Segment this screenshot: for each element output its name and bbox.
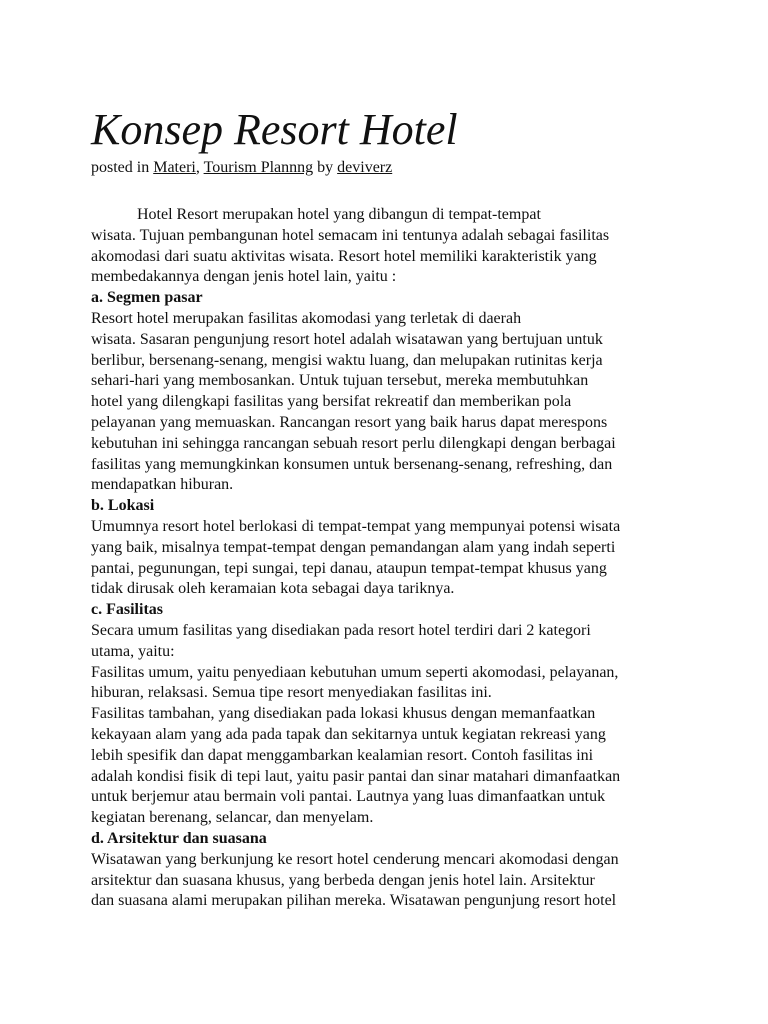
paragraph-line: Fasilitas tambahan, yang disediakan pada lokasi khusus dengan memanfaatkan <box>91 705 596 723</box>
paragraph-line: Fasilitas umum, yaitu penyediaan kebutuhan umum seperti akomodasi, pelayanan, <box>91 663 619 681</box>
category-link-materi[interactable]: Materi <box>153 159 196 176</box>
paragraph-line: berlibur, bersenang-senang, mengisi waktu luang, dan melupakan rutinitas kerja <box>91 351 603 369</box>
paragraph-line: Umumnya resort hotel berlokasi di tempat-tempat yang mempunyai potensi wisata <box>91 517 621 535</box>
paragraph-line: akomodasi dari suatu aktivitas wisata. Resort hotel memiliki karakteristik yang <box>91 247 597 265</box>
paragraph-line: untuk berjemur atau bermain voli pantai. Lautnya yang luas dimanfaatkan untuk <box>91 788 606 806</box>
paragraph-line: dan suasana alami merupakan pilihan mereka. Wisatawan pengunjung resort hotel <box>91 892 617 910</box>
meta-prefix: posted in <box>91 159 154 176</box>
section-heading-arsitektur: d. Arsitektur dan suasana <box>91 829 267 847</box>
article-body <box>91 205 691 912</box>
paragraph-line: yang baik, misalnya tempat-tempat dengan pemandangan alam yang indah seperti <box>91 538 616 556</box>
paragraph-line: pelayanan yang memuaskan. Rancangan resort yang baik harus dapat merespons <box>91 413 608 431</box>
paragraph-line: Resort hotel merupakan fasilitas akomodasi yang terletak di daerah <box>91 309 522 327</box>
section-heading-segmen-pasar: a. Segmen pasar <box>91 289 203 307</box>
meta-by: by <box>313 159 338 176</box>
paragraph-line: utama, yaitu: <box>91 642 175 660</box>
paragraph-line: tidak dirusak oleh keramaian kota sebagai daya tariknya. <box>91 580 455 598</box>
page-title: Konsep Resort Hotel <box>91 105 458 154</box>
paragraph-line: Wisatawan yang berkunjung ke resort hotel cenderung mencari akomodasi dengan <box>91 850 619 868</box>
paragraph-line: Secara umum fasilitas yang disediakan pada resort hotel terdiri dari 2 kategori <box>91 621 591 639</box>
paragraph-line: kebutuhan ini sehingga rancangan sebuah resort perlu dilengkapi dengan berbagai <box>91 434 616 452</box>
section-heading-lokasi: b. Lokasi <box>91 497 155 515</box>
author-link[interactable]: deviverz <box>337 159 393 176</box>
post-meta <box>91 158 392 178</box>
paragraph-line: membedakannya dengan jenis hotel lain, yaitu : <box>91 268 397 286</box>
paragraph-line: hotel yang dilengkapi fasilitas yang bersifat rekreatif dan memberikan pola <box>91 393 572 411</box>
paragraph-line: pantai, pegunungan, tepi sungai, tepi danau, ataupun tempat-tempat khusus yang <box>91 559 607 577</box>
section-heading-fasilitas: c. Fasilitas <box>91 601 163 619</box>
paragraph-line: adalah kondisi fisik di tepi laut, yaitu pasir pantai dan sinar matahari dimanfaatkan <box>91 767 621 785</box>
paragraph-line: lebih spesifik dan dapat menggambarkan kealamian resort. Contoh fasilitas ini <box>91 746 594 764</box>
paragraph-line: Hotel Resort merupakan hotel yang dibangun di tempat-tempat <box>137 206 541 223</box>
paragraph-line: mendapatkan hiburan. <box>91 476 234 494</box>
meta-separator: , <box>195 159 204 176</box>
paragraph-line: sehari-hari yang membosankan. Untuk tujuan tersebut, mereka membutuhkan <box>91 372 589 390</box>
paragraph-line: wisata. Sasaran pengunjung resort hotel adalah wisatawan yang bertujuan untuk <box>91 330 603 348</box>
paragraph-line: wisata. Tujuan pembangunan hotel semacam ini tentunya adalah sebagai fasilitas <box>91 226 610 244</box>
paragraph-line: kekayaan alam yang ada pada tapak dan sekitarnya untuk kegiatan rekreasi yang <box>91 725 606 743</box>
paragraph-line: fasilitas yang memungkinkan konsumen untuk bersenang-senang, refreshing, dan <box>91 455 613 473</box>
paragraph-line: kegiatan berenang, selancar, dan menyelam. <box>91 809 374 827</box>
paragraph-line: arsitektur dan suasana khusus, yang berbeda dengan jenis hotel lain. Arsitektur <box>91 871 595 889</box>
paragraph-line: hiburan, relaksasi. Semua tipe resort menyediakan fasilitas ini. <box>91 684 492 702</box>
category-link-tourism-planning[interactable]: Tourism Plannng <box>203 159 314 176</box>
